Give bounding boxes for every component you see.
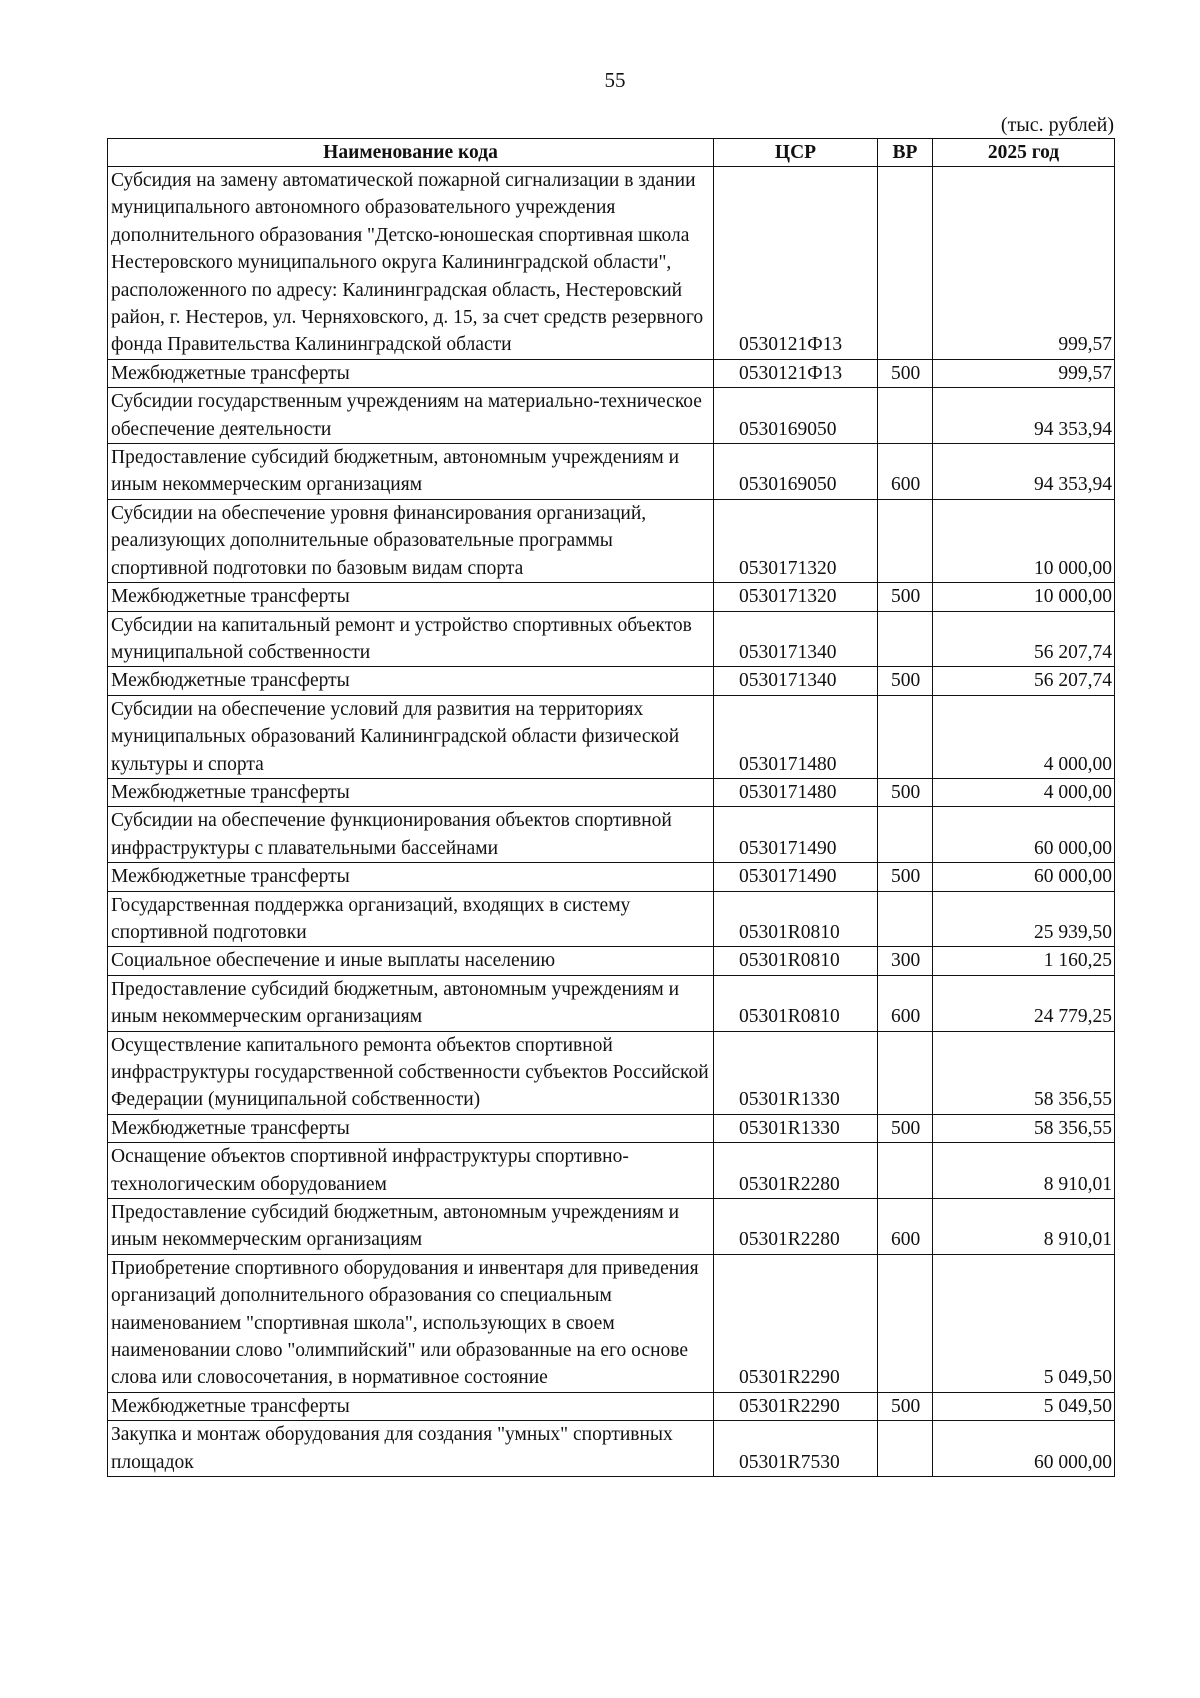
row-vr-cell: 600 — [878, 975, 933, 1031]
table-row — [108, 807, 1115, 863]
table-row — [108, 359, 1115, 387]
row-vr-cell: 300 — [878, 947, 933, 975]
row-vr-cell: 500 — [878, 778, 933, 806]
row-csr-cell: 05301R0810 — [714, 947, 878, 975]
row-csr-cell: 0530121Ф13 — [714, 167, 878, 360]
row-vr-cell — [878, 1143, 933, 1199]
units-label: (тыс. рублей) — [1000, 114, 1114, 136]
row-amount-cell: 5 049,50 — [933, 1392, 1115, 1420]
table-row — [108, 1031, 1115, 1114]
row-name-cell: Межбюджетные трансферты — [108, 778, 714, 806]
row-csr-cell: 0530171490 — [714, 807, 878, 863]
table-row — [108, 667, 1115, 695]
row-csr-cell: 05301R0810 — [714, 975, 878, 1031]
table-header-row — [108, 139, 1115, 167]
row-name-cell: Субсидии на капитальный ремонт и устройство спортивных объектов муниципальной собственности — [108, 611, 714, 667]
table-row — [108, 388, 1115, 444]
header-name: Наименование кода — [108, 139, 714, 167]
row-name-cell: Межбюджетные трансферты — [108, 1114, 714, 1142]
row-name-cell: Межбюджетные трансферты — [108, 359, 714, 387]
row-amount-cell: 1 160,25 — [933, 947, 1115, 975]
row-amount-cell: 60 000,00 — [933, 807, 1115, 863]
table-row — [108, 975, 1115, 1031]
table-row — [108, 778, 1115, 806]
row-amount-cell: 4 000,00 — [933, 695, 1115, 778]
row-csr-cell: 05301R2280 — [714, 1199, 878, 1255]
row-amount-cell: 999,57 — [933, 167, 1115, 360]
row-amount-cell: 24 779,25 — [933, 975, 1115, 1031]
row-amount-cell: 58 356,55 — [933, 1114, 1115, 1142]
table-row — [108, 947, 1115, 975]
table-row — [108, 499, 1115, 582]
row-name-cell: Межбюджетные трансферты — [108, 863, 714, 891]
row-vr-cell: 500 — [878, 863, 933, 891]
row-csr-cell: 0530171340 — [714, 611, 878, 667]
row-csr-cell: 0530121Ф13 — [714, 359, 878, 387]
table-row — [108, 1392, 1115, 1420]
row-vr-cell — [878, 499, 933, 582]
row-amount-cell: 58 356,55 — [933, 1031, 1115, 1114]
row-vr-cell — [878, 611, 933, 667]
row-vr-cell — [878, 807, 933, 863]
row-name-cell: Предоставление субсидий бюджетным, автономным учреждениям и иным некоммерческим организациям — [108, 1199, 714, 1255]
row-name-cell: Субсидии на обеспечение функционирования объектов спортивной инфраструктуры с плавательными бассейнами — [108, 807, 714, 863]
row-vr-cell — [878, 695, 933, 778]
row-csr-cell: 05301R0810 — [714, 891, 878, 947]
row-name-cell: Субсидии на обеспечение условий для развития на территориях муниципальных образований Калининградской области физической культуры и спорта — [108, 695, 714, 778]
row-csr-cell: 0530171320 — [714, 583, 878, 611]
row-amount-cell: 56 207,74 — [933, 667, 1115, 695]
table-row — [108, 1421, 1115, 1477]
row-vr-cell: 500 — [878, 583, 933, 611]
row-name-cell: Социальное обеспечение и иные выплаты населению — [108, 947, 714, 975]
row-name-cell: Осуществление капитального ремонта объектов спортивной инфраструктуры государственной собственности субъектов Российской Федерации (муниципальной собственности) — [108, 1031, 714, 1114]
row-amount-cell: 94 353,94 — [933, 444, 1115, 500]
row-csr-cell: 05301R1330 — [714, 1031, 878, 1114]
row-csr-cell: 0530171490 — [714, 863, 878, 891]
budget-table — [107, 138, 1115, 1477]
header-csr: ЦСР — [714, 139, 878, 167]
row-amount-cell: 56 207,74 — [933, 611, 1115, 667]
row-amount-cell: 60 000,00 — [933, 863, 1115, 891]
row-vr-cell: 500 — [878, 667, 933, 695]
row-name-cell: Субсидии на обеспечение уровня финансирования организаций, реализующих дополнительные образовательные программы спортивной подготовки по базовым видам спорта — [108, 499, 714, 582]
header-vr: ВР — [878, 139, 933, 167]
row-name-cell: Государственная поддержка организаций, входящих в систему спортивной подготовки — [108, 891, 714, 947]
table-row — [108, 167, 1115, 360]
table-body — [108, 167, 1115, 1477]
row-csr-cell: 05301R7530 — [714, 1421, 878, 1477]
row-name-cell: Оснащение объектов спортивной инфраструктуры спортивно-технологическим оборудованием — [108, 1143, 714, 1199]
row-csr-cell: 0530171480 — [714, 695, 878, 778]
table-row — [108, 863, 1115, 891]
row-name-cell: Межбюджетные трансферты — [108, 583, 714, 611]
row-csr-cell: 0530171320 — [714, 499, 878, 582]
row-csr-cell: 0530171480 — [714, 778, 878, 806]
table-row — [108, 891, 1115, 947]
row-vr-cell: 500 — [878, 1114, 933, 1142]
row-amount-cell: 25 939,50 — [933, 891, 1115, 947]
row-name-cell: Предоставление субсидий бюджетным, автономным учреждениям и иным некоммерческим организациям — [108, 444, 714, 500]
row-vr-cell: 600 — [878, 444, 933, 500]
row-vr-cell — [878, 1421, 933, 1477]
row-vr-cell — [878, 388, 933, 444]
row-csr-cell: 0530169050 — [714, 388, 878, 444]
row-csr-cell: 05301R2290 — [714, 1392, 878, 1420]
row-vr-cell: 500 — [878, 1392, 933, 1420]
table-row — [108, 1114, 1115, 1142]
row-vr-cell: 600 — [878, 1199, 933, 1255]
row-amount-cell: 8 910,01 — [933, 1143, 1115, 1199]
row-vr-cell: 500 — [878, 359, 933, 387]
table-row — [108, 583, 1115, 611]
row-csr-cell: 0530169050 — [714, 444, 878, 500]
table-row — [108, 695, 1115, 778]
row-amount-cell: 10 000,00 — [933, 499, 1115, 582]
row-vr-cell — [878, 891, 933, 947]
table-row — [108, 1254, 1115, 1392]
row-vr-cell — [878, 167, 933, 360]
row-name-cell: Предоставление субсидий бюджетным, автономным учреждениям и иным некоммерческим организациям — [108, 975, 714, 1031]
table-row — [108, 611, 1115, 667]
row-name-cell: Субсидии государственным учреждениям на материально-техническое обеспечение деятельности — [108, 388, 714, 444]
row-name-cell: Приобретение спортивного оборудования и инвентаря для приведения организаций дополнительного образования со специальным наименованием "спортивная школа", использующих в своем наименовании слово "олимпийский" или образованные на его основе слова или словосочетания, в нормативное состояние — [108, 1254, 714, 1392]
row-csr-cell: 05301R2290 — [714, 1254, 878, 1392]
row-name-cell: Субсидия на замену автоматической пожарной сигнализации в здании муниципального автономного образовательного учреждения дополнительного образования "Детско-юношеская спортивная школа Нестеровского муниципального округа Калининградской области", расположенного по адресу: Калининградская область, Нестеровский район, г. Нестеров, ул. Черняховского, д. 15, за счет средств резервного фонда Правительства Калининградской области — [108, 167, 714, 360]
row-name-cell: Закупка и монтаж оборудования для создания "умных" спортивных площадок — [108, 1421, 714, 1477]
row-csr-cell: 05301R2280 — [714, 1143, 878, 1199]
row-name-cell: Межбюджетные трансферты — [108, 1392, 714, 1420]
row-amount-cell: 60 000,00 — [933, 1421, 1115, 1477]
table-row — [108, 1143, 1115, 1199]
row-csr-cell: 0530171340 — [714, 667, 878, 695]
row-amount-cell: 8 910,01 — [933, 1199, 1115, 1255]
row-vr-cell — [878, 1254, 933, 1392]
row-amount-cell: 94 353,94 — [933, 388, 1115, 444]
row-amount-cell: 4 000,00 — [933, 778, 1115, 806]
row-vr-cell — [878, 1031, 933, 1114]
table-row — [108, 1199, 1115, 1255]
row-amount-cell: 5 049,50 — [933, 1254, 1115, 1392]
row-name-cell: Межбюджетные трансферты — [108, 667, 714, 695]
header-year: 2025 год — [933, 139, 1115, 167]
table-row — [108, 444, 1115, 500]
row-amount-cell: 10 000,00 — [933, 583, 1115, 611]
row-csr-cell: 05301R1330 — [714, 1114, 878, 1142]
page-number: 55 — [604, 68, 626, 92]
row-amount-cell: 999,57 — [933, 359, 1115, 387]
